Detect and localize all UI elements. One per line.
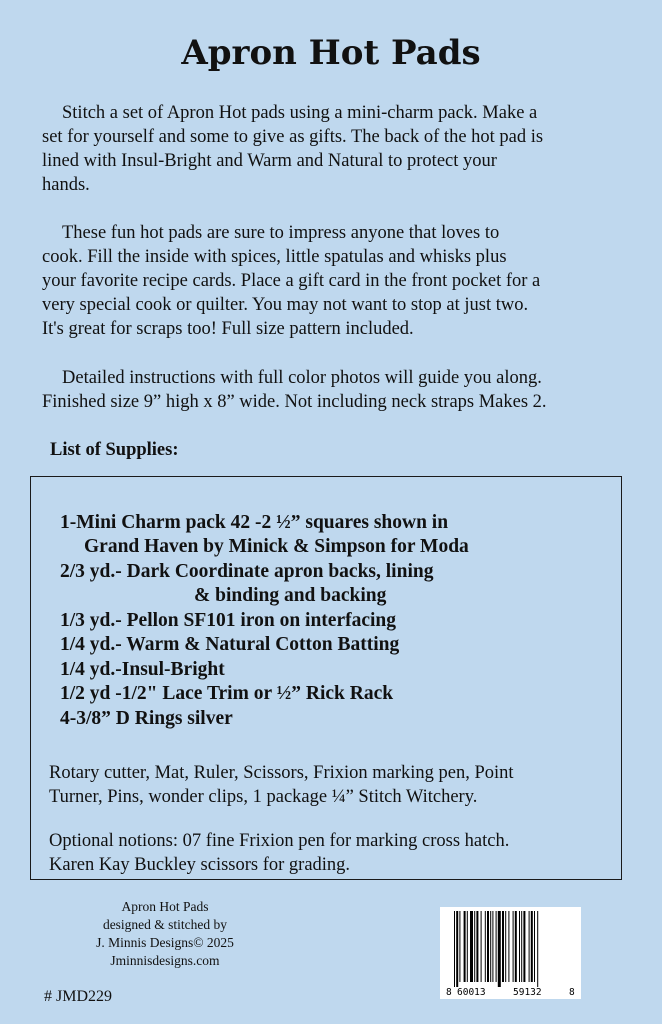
supply-item: Grand Haven by Minick & Simpson for Moda	[84, 536, 469, 557]
barcode-bar	[467, 911, 468, 982]
supply-item: 1-Mini Charm pack 42 -2 ½” squares shown in	[60, 512, 449, 533]
supplies-heading: List of Supplies:	[50, 440, 179, 460]
barcode-bar	[498, 911, 501, 987]
credits-line: J. Minnis Designs© 2025	[96, 935, 234, 950]
page-title: Apron Hot Pads	[181, 33, 481, 73]
barcode-bar	[456, 911, 458, 987]
barcode-bar	[481, 911, 482, 982]
credits-line: Jminnisdesigns.com	[110, 953, 220, 968]
barcode-bar	[519, 911, 520, 982]
credits-line: designed & stitched by	[102, 917, 228, 932]
tools-line: Turner, Pins, wonder clips, 1 package ¼” Stitch Witchery.	[49, 787, 478, 807]
barcode-bar	[505, 911, 506, 982]
barcode-bar	[537, 911, 538, 987]
description-line: These fun hot pads are sure to impress anyone that loves to	[62, 223, 500, 243]
intro-paragraph	[42, 101, 632, 197]
barcode-digit: 60013	[457, 987, 486, 998]
barcode-bar	[534, 911, 535, 982]
barcode-bar	[474, 911, 475, 982]
optional-paragraph	[49, 829, 619, 877]
description-paragraph	[42, 221, 632, 341]
barcode-digit: 59132	[513, 987, 542, 998]
barcode-bar	[513, 911, 514, 982]
barcode-bar	[523, 911, 525, 982]
barcode-bar	[464, 911, 466, 982]
supplies-box	[30, 476, 622, 880]
details-line: Detailed instructions with full color photos will guide you along.	[62, 368, 542, 388]
intro-line: hands.	[42, 175, 90, 195]
barcode	[440, 907, 581, 999]
optional-line: Karen Kay Buckley scissors for grading.	[49, 855, 351, 875]
tools-paragraph	[49, 761, 619, 809]
barcode-bar	[502, 911, 504, 982]
supply-item: 1/4 yd.-Insul-Bright	[60, 659, 225, 680]
barcode-bar	[508, 911, 509, 982]
description-line: cook. Fill the inside with spices, little spatulas and whisks plus	[42, 247, 507, 267]
barcode-digit: 8	[446, 987, 452, 998]
barcode-bar	[496, 911, 497, 982]
supply-item: 4-3/8” D Rings silver	[60, 708, 233, 729]
barcode-bar	[531, 911, 533, 982]
tools-line: Rotary cutter, Mat, Ruler, Scissors, Frixion marking pen, Point	[49, 763, 514, 783]
supply-item: 1/4 yd.- Warm & Natural Cotton Batting	[60, 634, 400, 655]
supply-item: 2/3 yd.- Dark Coordinate apron backs, lining	[60, 561, 434, 582]
product-sku: # JMD229	[44, 988, 113, 1005]
credits-line: Apron Hot Pads	[121, 899, 209, 914]
barcode-bar	[476, 911, 478, 982]
intro-line: set for yourself and some to give as gifts. The back of the hot pad is	[42, 127, 544, 147]
barcode-bar	[492, 911, 493, 982]
optional-line: Optional notions: 07 fine Frixion pen for marking cross hatch.	[49, 831, 510, 851]
supply-item: & binding and backing	[194, 585, 387, 606]
designer-credits	[60, 898, 270, 970]
barcode-digit: 8	[569, 987, 575, 998]
intro-line: lined with Insul-Bright and Warm and Natural to protect your	[42, 151, 497, 171]
barcode-bar	[487, 911, 489, 982]
barcode-bar	[521, 911, 522, 982]
barcode-bar	[490, 911, 491, 982]
supply-item: 1/2 yd -1/2" Lace Trim or ½” Rick Rack	[60, 683, 394, 704]
barcode-bar	[529, 911, 530, 982]
barcode-bar	[515, 911, 517, 982]
description-line: your favorite recipe cards. Place a gift card in the front pocket for a	[42, 271, 541, 291]
barcode-image	[440, 907, 581, 999]
barcode-bar	[485, 911, 486, 982]
barcode-bar	[459, 911, 460, 982]
barcode-bar	[470, 911, 473, 982]
details-line: Finished size 9” high x 8” wide. Not including neck straps Makes 2.	[42, 392, 547, 412]
description-line: It's great for scraps too! Full size pattern included.	[42, 319, 414, 339]
intro-line: Stitch a set of Apron Hot pads using a mini-charm pack. Make a	[62, 103, 538, 123]
supply-item: 1/3 yd.- Pellon SF101 iron on interfacing	[60, 610, 397, 631]
details-paragraph	[42, 366, 632, 414]
barcode-bar	[454, 911, 455, 987]
description-line: very special cook or quilter. You may not want to stop at just two.	[42, 295, 529, 315]
